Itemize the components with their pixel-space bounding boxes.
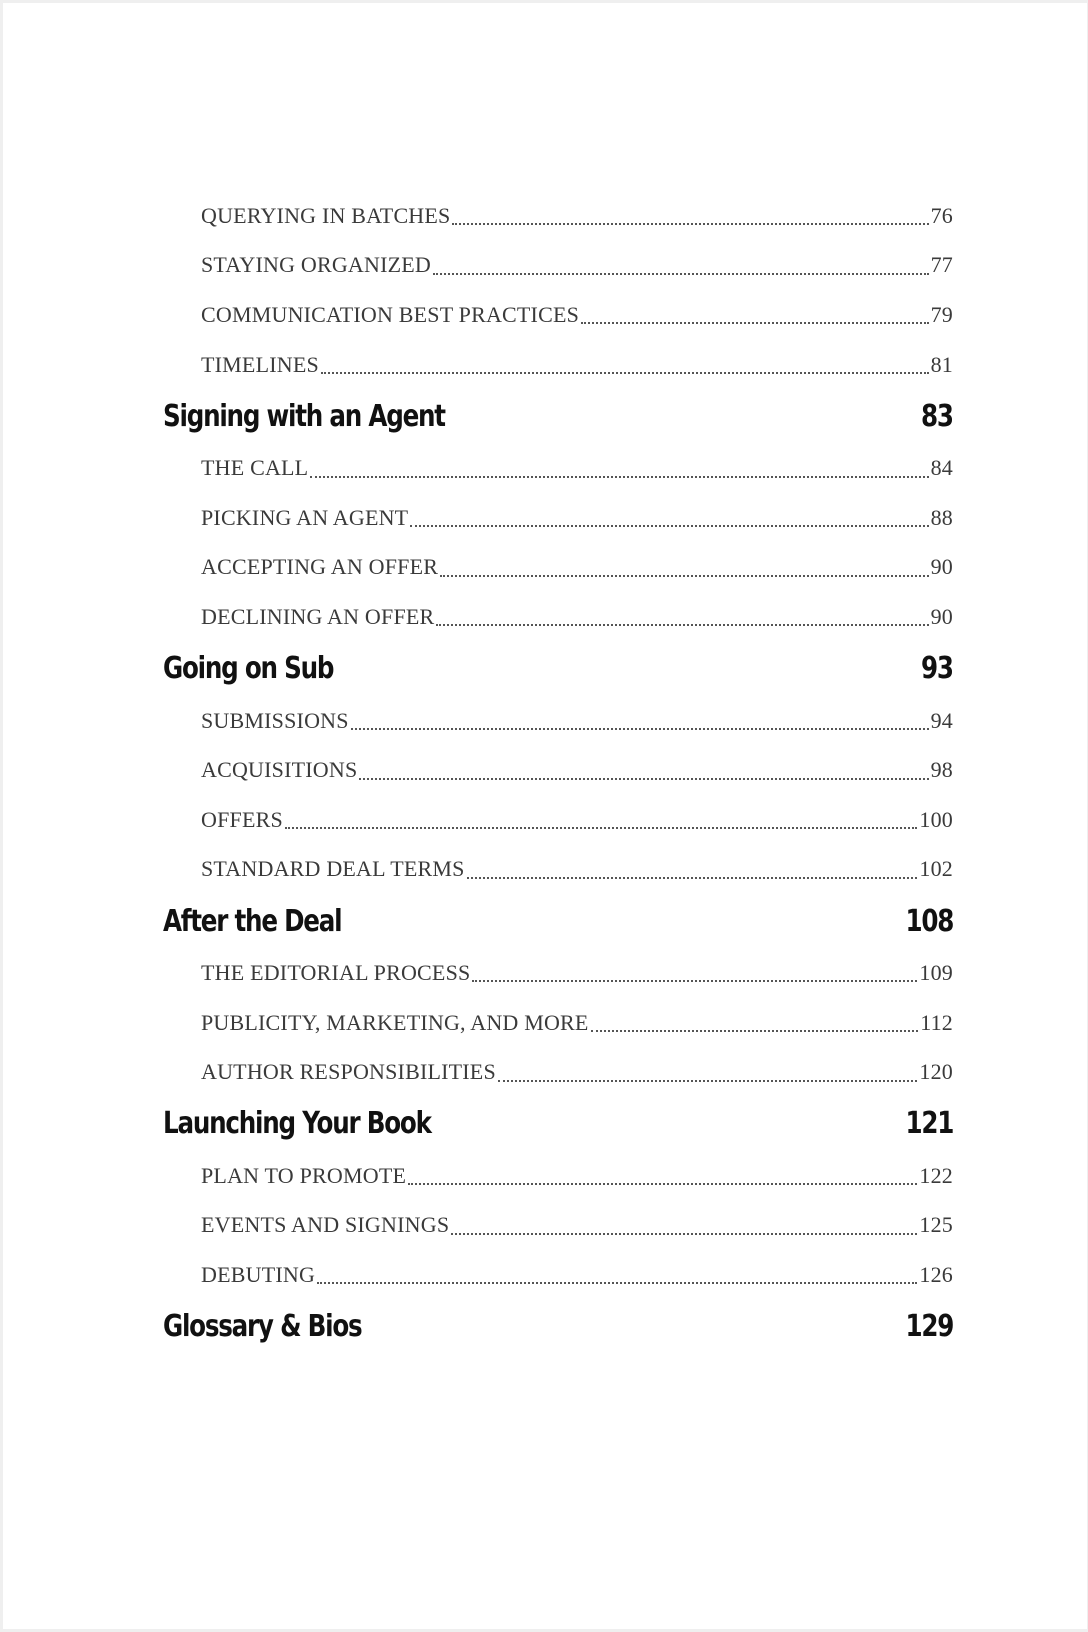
toc-entry [201,696,953,746]
toc-entry-title: STANDARD DEAL TERMS [201,856,465,882]
toc-entry-title: PICKING AN AGENT [201,504,409,530]
dot-leader [591,1029,919,1032]
chapter-page: 83 [921,398,953,434]
dot-leader [285,826,917,829]
toc-entry-page: 98 [930,757,953,783]
toc-entry-page: 125 [919,1212,953,1238]
toc-entry-page: 84 [930,455,953,481]
dot-leader [408,1182,917,1185]
chapter-title: Signing with an Agent [163,398,445,434]
toc-entry-page: 120 [919,1059,953,1085]
toc-entry-title: COMMUNICATION BEST PRACTICES [201,301,580,327]
toc-entry-title: DEBUTING [201,1261,316,1287]
toc-entry-page: 100 [919,806,953,832]
toc-entry [201,592,953,642]
toc-entry-page: 88 [930,504,953,530]
toc-entry [201,543,953,593]
toc-entry-page: 77 [930,252,953,278]
toc-chapter [163,894,953,948]
toc-entry-page: 122 [919,1162,953,1188]
toc-entry-page: 90 [930,554,953,580]
toc-chapter [163,1097,953,1151]
toc-chapter [163,389,953,443]
toc-entry-title: OFFERS [201,806,283,832]
toc-entry-page: 102 [919,856,953,882]
toc-chapter [163,1300,953,1354]
toc-entry [201,1047,953,1097]
toc-entry [201,948,953,998]
toc-entry-title: ACQUISITIONS [201,757,358,783]
chapter-page: 129 [905,1309,953,1345]
dot-leader [433,272,929,275]
toc-entry [201,191,953,241]
toc-entry [201,845,953,895]
dot-leader [440,574,929,577]
document-page [3,3,1087,1629]
dot-leader [498,1079,918,1082]
table-of-contents [163,191,953,1354]
toc-entry [201,1250,953,1300]
toc-entry-title: QUERYING IN BATCHES [201,202,451,228]
chapter-title: Launching Your Book [163,1106,431,1142]
toc-entry [201,745,953,795]
chapter-page: 121 [905,1106,953,1142]
toc-entry [201,443,953,493]
dot-leader [321,371,929,374]
dot-leader [472,979,917,982]
toc-entry-title: STAYING ORGANIZED [201,252,431,278]
dot-leader [317,1281,917,1284]
toc-entry-page: 109 [919,959,953,985]
toc-entry [201,290,953,340]
toc-entry-page: 90 [930,603,953,629]
chapter-title: Glossary & Bios [163,1309,362,1345]
toc-entry-title: EVENTS AND SIGNINGS [201,1212,450,1238]
toc-entry [201,1201,953,1251]
toc-entry-page: 79 [930,301,953,327]
toc-entry-title: PLAN TO PROMOTE [201,1162,407,1188]
toc-entry-title: SUBMISSIONS [201,707,349,733]
dot-leader [581,321,929,324]
toc-entry [201,340,953,390]
chapter-page: 108 [905,903,953,939]
toc-entry-title: DECLINING AN OFFER [201,603,435,629]
toc-entry-page: 81 [930,351,953,377]
toc-entry-title: TIMELINES [201,351,319,377]
toc-entry [201,493,953,543]
toc-entry-page: 94 [930,707,953,733]
chapter-title: After the Deal [163,903,342,939]
dot-leader [410,524,928,527]
toc-entry [201,998,953,1048]
toc-entry-page: 76 [930,202,953,228]
toc-entry [201,1151,953,1201]
chapter-title: Going on Sub [163,651,334,687]
dot-leader [310,475,928,478]
dot-leader [351,727,929,730]
dot-leader [467,876,918,879]
toc-entry-title: AUTHOR RESPONSIBILITIES [201,1059,496,1085]
chapter-page: 93 [921,651,953,687]
toc-entry-title: PUBLICITY, MARKETING, AND MORE [201,1009,589,1035]
dot-leader [359,777,928,780]
toc-entry-page: 112 [920,1009,953,1035]
dot-leader [452,222,928,225]
toc-chapter [163,642,953,696]
toc-entry-title: THE EDITORIAL PROCESS [201,959,471,985]
toc-entry-page: 126 [919,1261,953,1287]
dot-leader [436,623,928,626]
toc-entry [201,795,953,845]
toc-entry-title: ACCEPTING AN OFFER [201,554,439,580]
toc-entry [201,241,953,291]
dot-leader [451,1232,917,1235]
toc-entry-title: THE CALL [201,455,309,481]
